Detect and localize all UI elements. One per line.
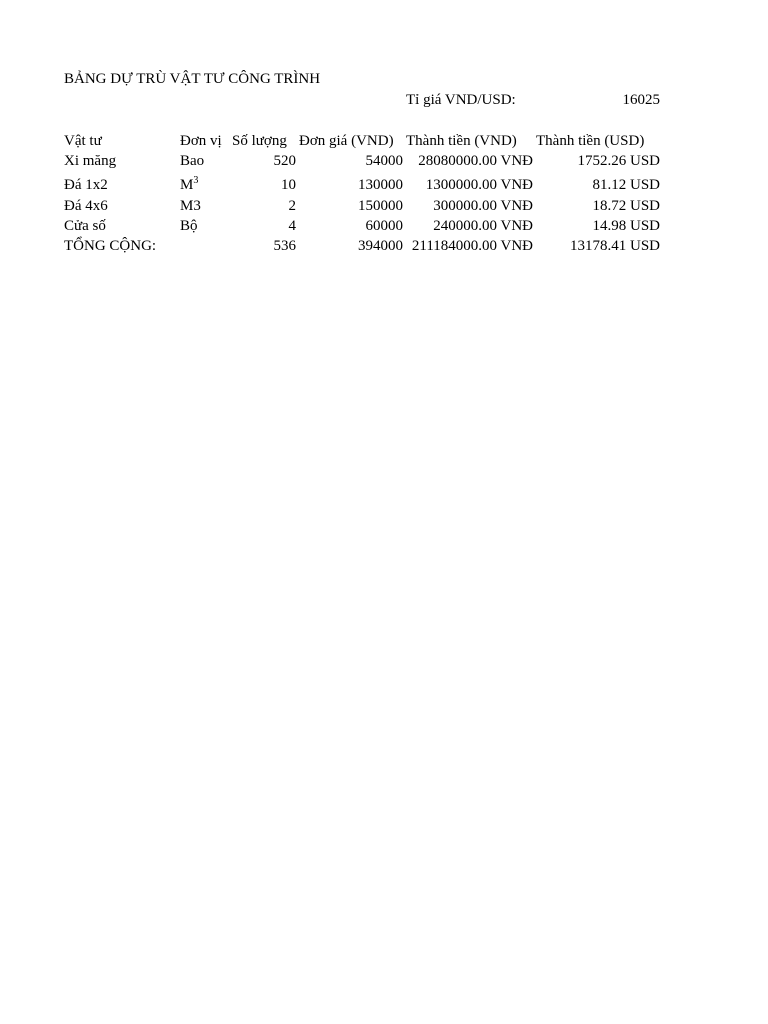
material-unit: $M^3$ xyxy=(180,175,199,193)
material-total-vnd: 28080000.00 VNĐ xyxy=(418,153,533,169)
document-title: BẢNG DỰ TRÙ VẬT TƯ CÔNG TRÌNH xyxy=(64,71,321,87)
exchange-rate-label: Tỉ giá VND/USD: xyxy=(406,92,516,108)
material-unit-price: 60000 xyxy=(365,218,403,234)
material-unit-price: 54000 xyxy=(365,153,403,169)
totals-total-usd: 13178.41 USD xyxy=(569,238,660,254)
material-unit: Bao xyxy=(180,153,205,169)
material-unit-price: 150000 xyxy=(358,198,403,214)
material-name: Xi măng xyxy=(64,153,117,169)
material-quantity: 520 xyxy=(273,153,296,169)
header-total-vnd: Thành tiền (VND) xyxy=(406,133,517,149)
table-header-row xyxy=(0,131,768,151)
exchange-rate-value: 16025 xyxy=(622,92,660,108)
material-quantity: 4 xyxy=(288,218,296,234)
material-total-usd: 81.12 USD xyxy=(592,177,660,193)
table-totals-row xyxy=(0,236,768,256)
table-row xyxy=(0,151,768,171)
header-material: Vật tư xyxy=(64,133,102,149)
header-total-usd: Thành tiền (USD) xyxy=(536,133,645,149)
material-total-usd: 18.72 USD xyxy=(592,198,660,214)
header-unit-price: Đơn giá (VND) xyxy=(299,133,394,149)
totals-quantity: 536 xyxy=(273,238,296,254)
header-unit: Đơn vị xyxy=(180,133,222,149)
totals-unit-price: 394000 xyxy=(358,238,403,254)
material-unit-price: 130000 xyxy=(358,177,403,193)
table-row xyxy=(0,196,768,216)
material-total-usd: 1752.26 USD xyxy=(577,153,660,169)
header-quantity: Số lượng xyxy=(232,133,287,149)
material-quantity: 2 xyxy=(288,198,296,214)
material-name: Cửa số xyxy=(64,218,106,234)
material-name: Đá 4x6 xyxy=(64,198,108,214)
material-total-vnd: 1300000.00 VNĐ xyxy=(425,177,533,193)
totals-total-vnd: 211184000.00 VNĐ xyxy=(411,238,533,254)
material-total-vnd: 300000.00 VNĐ xyxy=(433,198,533,214)
table-row xyxy=(0,175,768,195)
material-total-usd: 14.98 USD xyxy=(592,218,660,234)
material-unit: Bộ xyxy=(180,218,198,234)
material-quantity: 10 xyxy=(281,177,296,193)
material-name: Đá 1x2 xyxy=(64,177,108,193)
table-row xyxy=(0,216,768,236)
material-unit: M3 xyxy=(180,198,201,214)
material-total-vnd: 240000.00 VNĐ xyxy=(433,218,533,234)
totals-label: TỔNG CỘNG: xyxy=(64,238,157,254)
